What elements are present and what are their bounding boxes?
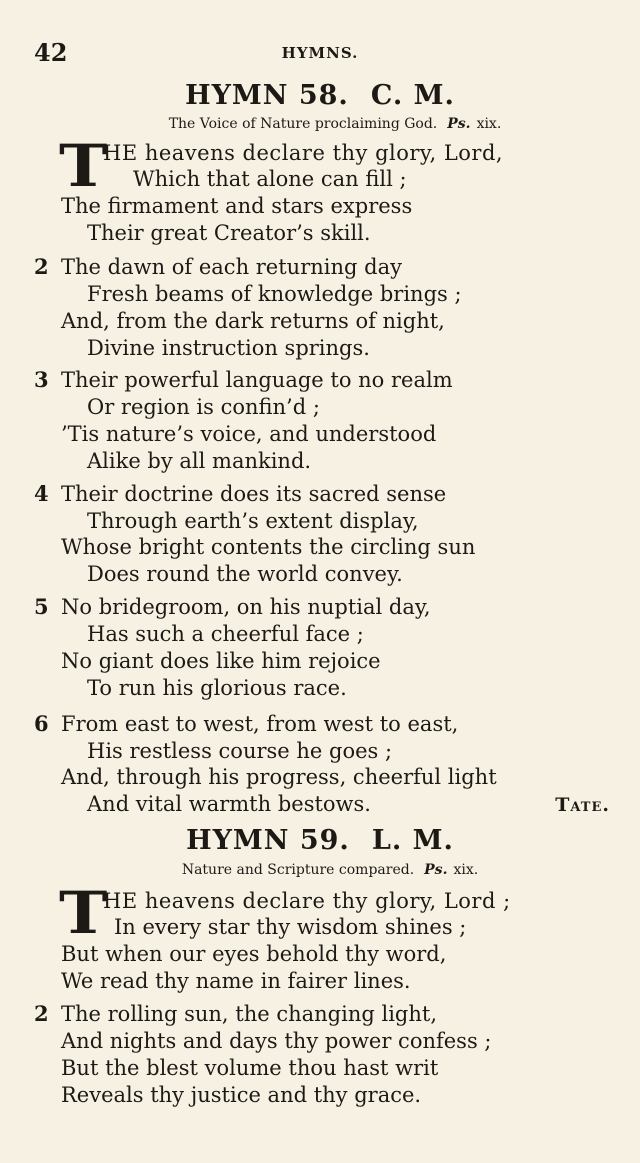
running-title: HYMNS.: [281, 44, 359, 62]
hymn-58-dropcap: T: [59, 132, 108, 200]
hymn-59-title: [0, 825, 640, 856]
hymn-58-v5-line-1: No bridegroom, on his nuptial day,: [61, 595, 431, 619]
hymn-58-v2-line-3: And, from the dark returns of night,: [61, 309, 445, 333]
hymn-59-v2-line-1: The rolling sun, the changing light,: [61, 1002, 438, 1026]
hymn-59-v2-line-2: And nights and days thy power confess ;: [61, 1029, 492, 1053]
running-head: [0, 38, 640, 68]
hymn-58-v4-line-3: Whose bright contents the circling sun: [61, 535, 476, 559]
hymn-59-v2-line-4: Reveals thy justice and thy grace.: [61, 1083, 422, 1107]
hymn-58-number: HYMN 58.: [185, 80, 349, 111]
hymn-58-v6-line-3: And, through his progress, cheerful light: [61, 765, 497, 789]
hymn-58-subtitle: [0, 116, 640, 132]
hymn-58-v1-line-3: The firmament and stars express: [61, 194, 413, 218]
hymn-58-title: [0, 80, 640, 111]
hymn-58-v3-line-4: Alike by all mankind.: [87, 449, 312, 473]
hymn-59-v2-line-3: But the blest volume thou hast writ: [61, 1056, 439, 1080]
page-number: 42: [34, 38, 68, 67]
hymn-59-line-1: HE heavens declare thy glory, Lord ;: [103, 889, 511, 913]
hymn-59-reference-num: xix.: [453, 862, 479, 878]
hymn-59-v1-line-4: We read thy name in fairer lines.: [61, 969, 411, 993]
hymn-58-v6-line-4: And vital warmth bestows.: [87, 792, 371, 816]
hymn-59-v1-line-3: But when our eyes behold thy word,: [61, 942, 447, 966]
hymn-58-verse-2-number: 2: [34, 254, 49, 279]
hymn-58-v6-line-2: His restless course he goes ;: [87, 739, 393, 763]
hymn-58-v5-line-4: To run his glorious race.: [87, 676, 347, 700]
hymn-58-line-1: HE heavens declare thy glory, Lord,: [103, 141, 504, 165]
hymn-58-v2-line-2: Fresh beams of knowledge brings ;: [87, 282, 462, 306]
hymn-58-reference-num: xix.: [476, 116, 502, 132]
hymn-58-subtitle-text: The Voice of Nature proclaiming God.: [168, 116, 438, 132]
hymn-58-v4-line-4: Does round the world convey.: [87, 562, 403, 586]
hymn-59-v1-line-2: In every star thy wisdom shines ;: [114, 915, 467, 939]
hymn-59-meter: L. M.: [371, 825, 454, 856]
hymn-58-v4-line-1: Their doctrine does its sacred sense: [61, 482, 447, 506]
hymn-59-subtitle-text: Nature and Scripture compared.: [181, 862, 415, 878]
hymn-58-v2-line-4: Divine instruction springs.: [87, 336, 370, 360]
hymn-58-meter: C. M.: [370, 80, 455, 111]
hymn-58-v3-line-3: ’Tis nature’s voice, and understood: [61, 422, 437, 446]
hymn-58-verse-6-number: 6: [34, 711, 49, 736]
hymn-58-v6-line-1: From east to west, from west to east,: [61, 712, 459, 736]
hymn-59-number: HYMN 59.: [186, 825, 350, 856]
hymn-59-subtitle: [0, 862, 640, 878]
hymn-58-v3-line-2: Or region is confin’d ;: [87, 395, 320, 419]
hymn-58-v3-line-1: Their powerful language to no realm: [61, 368, 453, 392]
hymn-58-v5-line-2: Has such a cheerful face ;: [87, 622, 364, 646]
hymn-58-v1-line-4: Their great Creator’s skill.: [87, 221, 371, 245]
hymn-58-verse-5-number: 5: [34, 594, 49, 619]
hymn-59-verse-2-number: 2: [34, 1001, 49, 1026]
hymn-59-dropcap: T: [59, 879, 108, 947]
hymn-58-v1-line-2: Which that alone can fill ;: [133, 167, 407, 191]
hymn-58-reference: Ps.: [447, 116, 471, 132]
hymn-58-v2-line-1: The dawn of each returning day: [61, 255, 402, 279]
hymn-58-verse-3-number: 3: [34, 367, 49, 392]
hymn-58-verse-4-number: 4: [34, 481, 49, 506]
hymn-59-reference: Ps.: [424, 862, 448, 878]
hymn-58-v4-line-2: Through earth’s extent display,: [87, 509, 419, 533]
hymn-58-author: Tate.: [555, 794, 610, 816]
hymn-58-v5-line-3: No giant does like him rejoice: [61, 649, 381, 673]
